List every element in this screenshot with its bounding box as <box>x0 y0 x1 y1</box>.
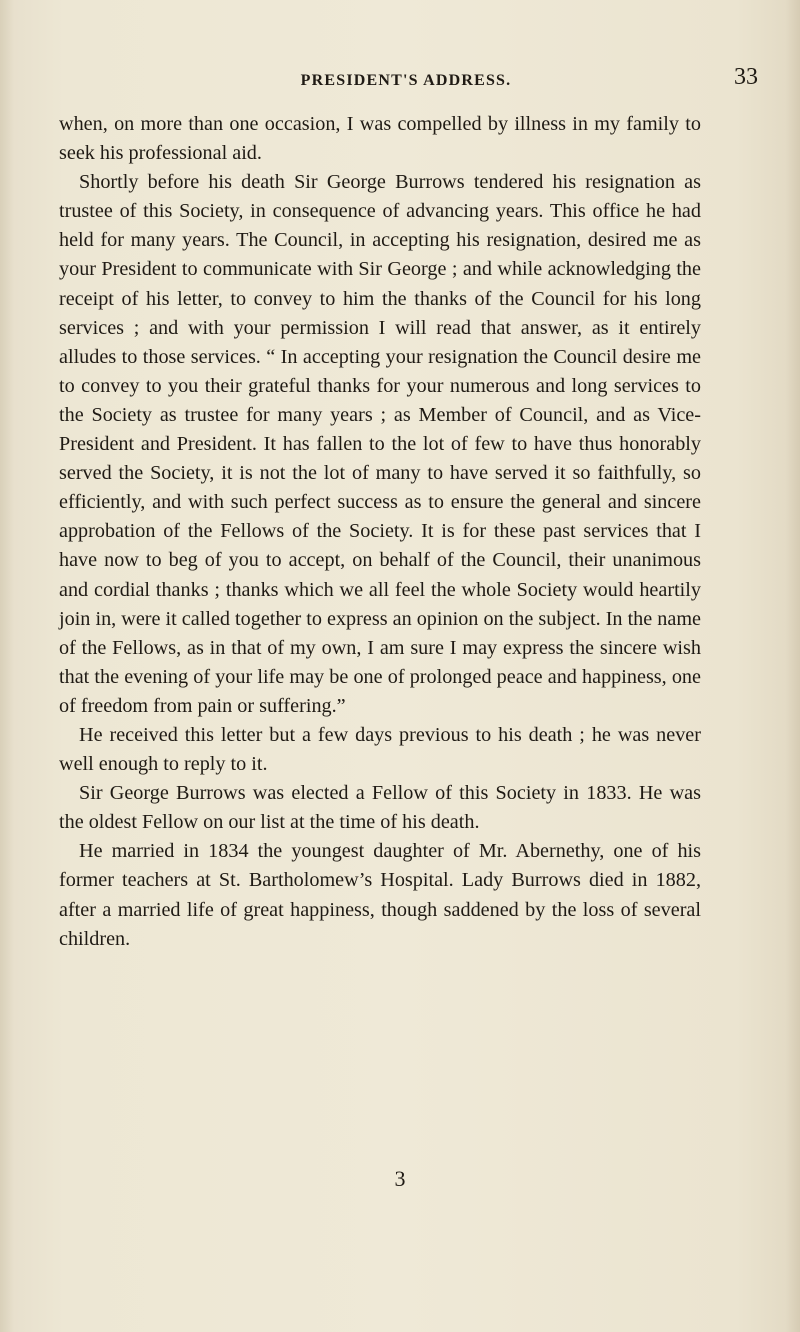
page-number: 33 <box>734 64 758 90</box>
page-right-shadow <box>786 0 800 1332</box>
paragraph: He received this letter but a few days previous to his death ; he was never well enough to reply to it. <box>59 723 701 776</box>
signature-mark: 3 <box>394 1166 406 1191</box>
page-header <box>48 62 764 102</box>
page-left-shadow <box>0 0 14 1332</box>
body-text <box>59 110 701 954</box>
running-head: PRESIDENT'S ADDRESS. <box>300 72 512 89</box>
paragraph: when, on more than one occasion, I was compelled by illness in my family to seek his professional aid. <box>59 113 701 165</box>
paragraph: Shortly before his death Sir George Burrows tendered his resignation as trustee of this Society, in consequence of advancing years. This office he had held for many years. The Council, in accepting his resignation, desired me as your President to communicate with Sir George ; and while acknowledging the receipt of his letter, to convey to him the thanks of the Council for his long services ; and with your permission I will read that answer, as it entirely alludes to those services. “ In accepting your resignation the Council desire me to convey to you their grateful thanks for your numerous and long services to the Society as trustee for many years ; as Member of Council, and as Vice-President and President. It has fallen to the lot of few to have thus honorably served the Society, it is not the lot of many to have served it so faithfully, so efficiently, and with such perfect success as to ensure the general and sincere approbation of the Fellows of the Society. It is for these past services that I have now to beg of you to accept, on behalf of the Council, their unanimous and cordial thanks ; thanks which we all feel the whole Society would heartily join in, were it called together to express an opinion on the subject. In the name of the Fellows, as in that of my own, I am sure I may express the sincere wish that the evening of your life may be one of prolonged peace and happiness, one of freedom from pain or suffering.” <box>59 171 701 717</box>
paragraph: He married in 1834 the youngest daughter of Mr. Abernethy, one of his former teachers at St. Bartholomew’s Hospital. Lady Burrows died in 1882, after a married life of great happiness, though saddened by the loss of several children. <box>59 840 701 950</box>
paragraph: Sir George Burrows was elected a Fellow of this Society in 1833. He was the oldest Fellow on our list at the time of his death. <box>59 782 701 834</box>
